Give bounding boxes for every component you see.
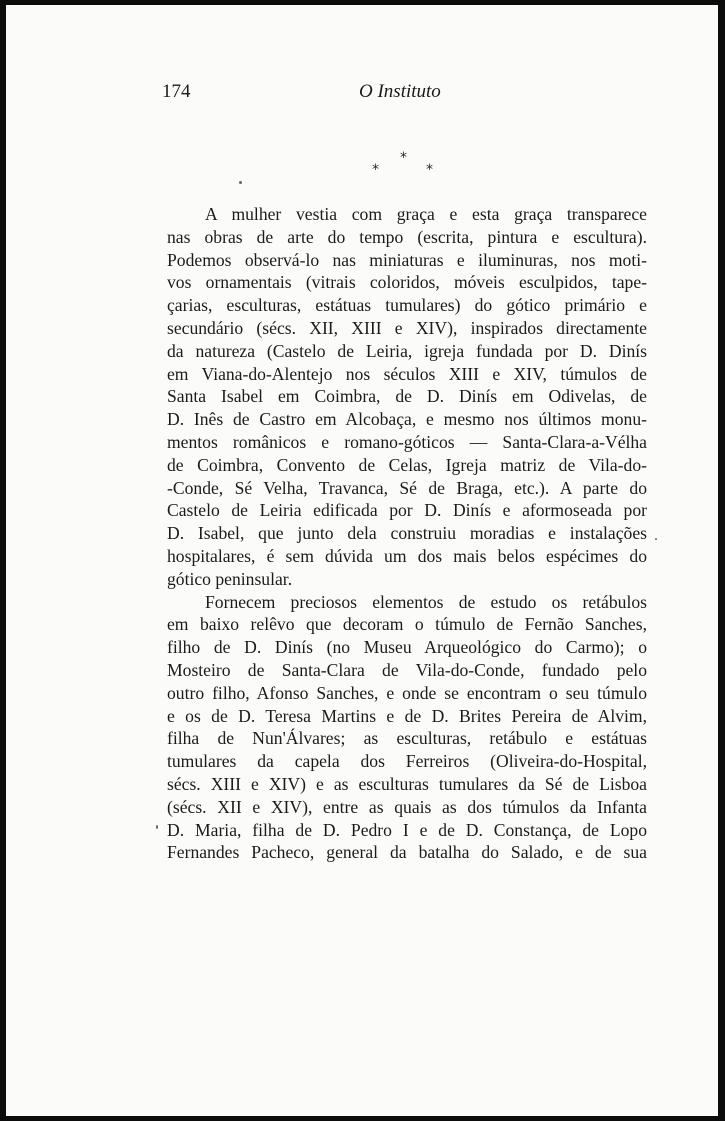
text-line: da natureza (Castelo de Leiria, igreja fundada por D. Dinís xyxy=(167,340,647,361)
text-line: em Viana-do-Alentejo nos séculos XIII e XIV, túmulos de xyxy=(167,363,647,384)
scan-speck xyxy=(655,538,657,540)
text-line: de Coimbra, Convento de Celas, Igreja matriz de Vila-do- xyxy=(167,454,647,475)
text-line: -Conde, Sé Velha, Travanca, Sé de Braga, etc.). A parte do xyxy=(167,477,647,498)
text-line: filho de D. Dinís (no Museu Arqueológico do Carmo); o xyxy=(167,637,647,658)
text-line: Castelo de Leiria edificada por D. Dinís e aformoseada por xyxy=(167,500,647,521)
text-line: em baixo relêvo que decoram o túmulo de Fernão Sanches, xyxy=(167,614,647,635)
text-line: D. Maria, filha de D. Pedro I e de D. Constança, de Lopo xyxy=(167,819,647,840)
paragraph-1 xyxy=(167,203,647,591)
section-break-asterism xyxy=(366,151,438,181)
text-line: Fernandes Pacheco, general da batalha do Salado, e de sua xyxy=(167,842,647,863)
text-line: (sécs. XII e XIV), entre as quais as dos túmulos da Infanta xyxy=(167,796,647,817)
text-line: mentos românicos e romano-góticos — Santa-Clara-a-Vélha xyxy=(167,431,647,452)
text-line: hospitalares, é sem dúvida um dos mais belos espécimes do xyxy=(167,545,647,566)
paragraph-2 xyxy=(167,591,647,865)
text-line: D. Inês de Castro em Alcobaça, e mesmo nos últimos monu- xyxy=(167,409,647,430)
page-number: 174 xyxy=(162,81,191,102)
text-line: gótico peninsular. xyxy=(167,568,293,589)
text-line: sécs. XIII e XIV) e as esculturas tumulares da Sé de Lisboa xyxy=(167,773,647,794)
text-line: e os de D. Teresa Martins e de D. Brites Pereira de Alvim, xyxy=(167,705,647,726)
text-line: Fornecem preciosos elementos de estudo os retábulos xyxy=(205,591,647,612)
text-line: filha de Nun'Álvares; as esculturas, retábulo e estátuas xyxy=(167,728,647,749)
text-line: outro filho, Afonso Sanches, e onde se encontram o seu túmulo xyxy=(167,682,647,703)
text-line: Podemos observá-lo nas miniaturas e iluminuras, nos moti- xyxy=(167,249,647,270)
asterisk-left: * xyxy=(372,162,379,178)
scan-speck xyxy=(156,825,158,829)
text-line: secundário (sécs. XII, XIII e XIV), inspirados directamente xyxy=(167,317,647,338)
body-text xyxy=(167,203,647,864)
text-line: Mosteiro de Santa-Clara de Vila-do-Conde, fundado pelo xyxy=(167,659,647,680)
text-line: nas obras de arte do tempo (escrita, pintura e escultura). xyxy=(167,226,647,247)
scan-speck xyxy=(239,181,242,184)
asterisk-right: * xyxy=(426,162,433,178)
text-line: D. Isabel, que junto dela construiu moradias e instalações xyxy=(167,523,647,544)
text-line: A mulher vestia com graça e esta graça transparece xyxy=(205,204,647,224)
text-line: çarias, esculturas, estátuas tumulares) do gótico primário e xyxy=(167,295,647,316)
asterisk-top: * xyxy=(400,150,407,166)
page-header xyxy=(162,80,644,104)
text-line: vos ornamentais (vitrais coloridos, móveis esculpidos, tape- xyxy=(167,272,647,293)
text-line: Santa Isabel em Coimbra, de D. Dinís em Odivelas, de xyxy=(167,386,647,407)
running-title: O Instituto xyxy=(359,81,441,102)
text-line: tumulares da capela dos Ferreiros (Oliveira-do-Hospital, xyxy=(167,751,647,772)
